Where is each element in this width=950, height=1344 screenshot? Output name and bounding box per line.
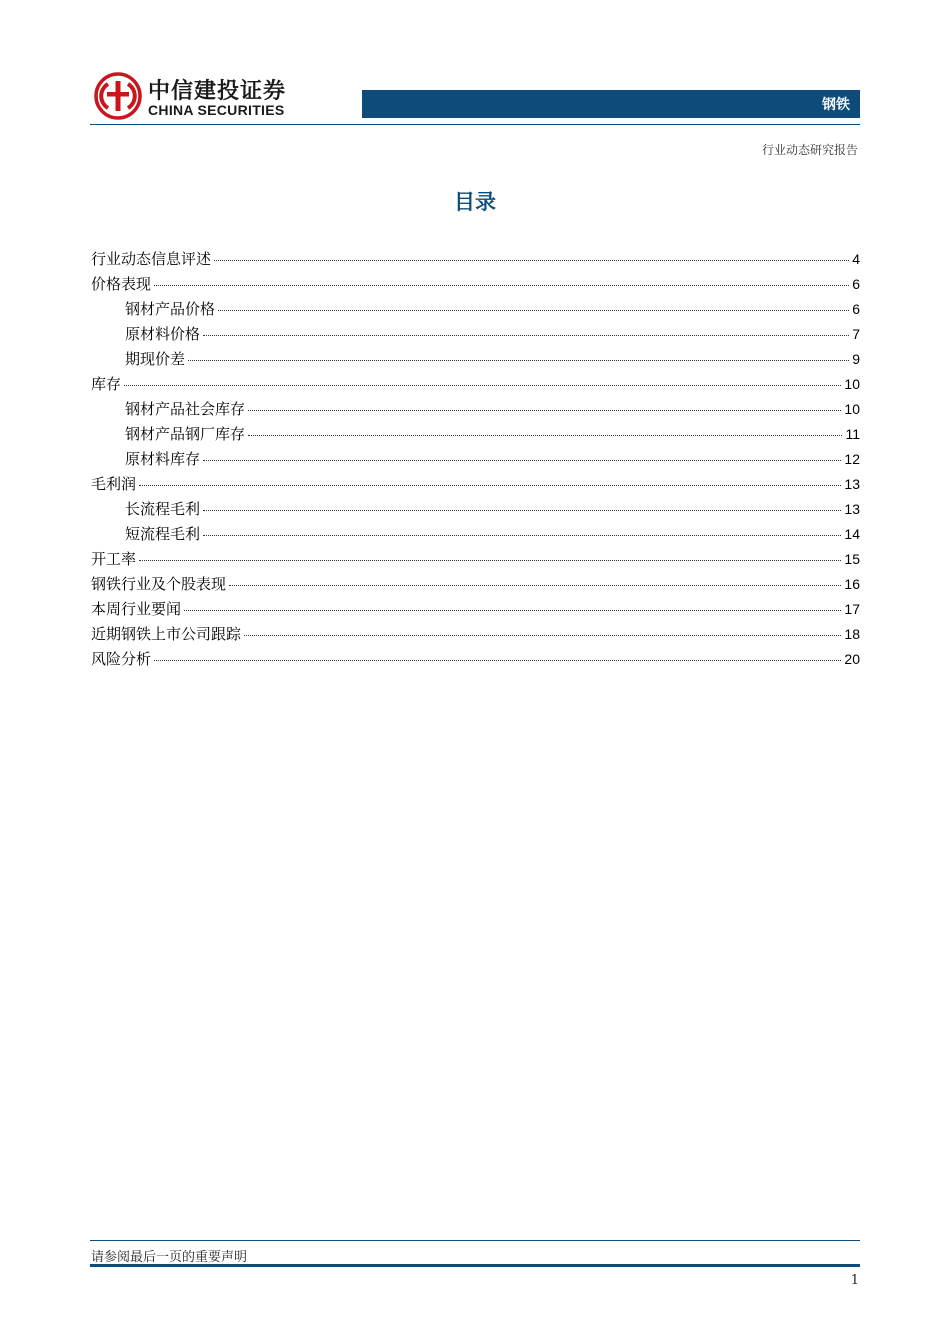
toc-entry[interactable] xyxy=(91,523,860,548)
toc-entry[interactable] xyxy=(91,648,860,673)
toc-dot-leader xyxy=(218,310,849,311)
toc-entry[interactable] xyxy=(91,248,860,273)
toc-dot-leader xyxy=(154,660,841,661)
toc-entry[interactable] xyxy=(91,473,860,498)
toc-dot-leader xyxy=(229,585,841,586)
toc-entry-label: 钢材产品价格 xyxy=(125,300,216,318)
toc-entry-label: 库存 xyxy=(91,375,122,393)
toc-entry-page: 10 xyxy=(844,401,860,417)
toc-entry-label: 行业动态信息评述 xyxy=(91,250,212,268)
toc-entry[interactable] xyxy=(91,348,860,373)
footer-disclaimer: 请参阅最后一页的重要声明 xyxy=(91,1250,248,1265)
toc-entry-label: 期现价差 xyxy=(125,350,186,368)
toc-title: 目录 xyxy=(454,190,496,214)
toc-entry-page: 11 xyxy=(845,426,860,442)
toc-dot-leader xyxy=(139,560,841,561)
toc-dot-leader xyxy=(188,360,849,361)
toc-entry-label: 近期钢铁上市公司跟踪 xyxy=(91,625,242,643)
toc-entry-page: 17 xyxy=(844,601,860,617)
toc-dot-leader xyxy=(203,335,849,336)
toc-dot-leader xyxy=(184,610,841,611)
toc-entry-label: 钢材产品钢厂库存 xyxy=(125,425,246,443)
header-sector-bar xyxy=(362,90,860,118)
toc-dot-leader xyxy=(203,460,841,461)
toc-entry[interactable] xyxy=(91,498,860,523)
header-divider xyxy=(90,124,860,125)
toc-entry-label: 短流程毛利 xyxy=(125,525,201,543)
table-of-contents xyxy=(91,248,860,673)
toc-dot-leader xyxy=(154,285,849,286)
toc-entry[interactable] xyxy=(91,298,860,323)
company-name-en: CHINA SECURITIES xyxy=(148,102,285,118)
toc-entry[interactable] xyxy=(91,423,860,448)
toc-dot-leader xyxy=(248,435,842,436)
toc-dot-leader xyxy=(203,510,841,511)
toc-entry-page: 4 xyxy=(852,251,860,267)
footer-divider-thin xyxy=(90,1240,860,1241)
toc-entry-label: 风险分析 xyxy=(91,650,152,668)
toc-dot-leader xyxy=(124,385,841,386)
toc-entry[interactable] xyxy=(91,598,860,623)
toc-entry-page: 13 xyxy=(844,476,860,492)
footer-divider-thick xyxy=(90,1264,860,1267)
toc-entry[interactable] xyxy=(91,623,860,648)
toc-entry-page: 6 xyxy=(852,301,860,317)
toc-entry-label: 价格表现 xyxy=(91,275,152,293)
page-number: 1 xyxy=(850,1273,859,1288)
toc-entry[interactable] xyxy=(91,548,860,573)
toc-dot-leader xyxy=(214,260,849,261)
toc-entry-label: 开工率 xyxy=(91,550,137,568)
toc-entry-page: 12 xyxy=(844,451,860,467)
toc-entry-label: 钢材产品社会库存 xyxy=(125,400,246,418)
toc-entry-page: 7 xyxy=(852,326,860,342)
toc-entry[interactable] xyxy=(91,398,860,423)
toc-entry-label: 原材料库存 xyxy=(125,450,201,468)
toc-entry-label: 原材料价格 xyxy=(125,325,201,343)
toc-dot-leader xyxy=(248,410,841,411)
toc-entry[interactable] xyxy=(91,373,860,398)
toc-entry-label: 毛利润 xyxy=(91,475,137,493)
toc-entry-page: 14 xyxy=(844,526,860,542)
toc-entry-page: 9 xyxy=(852,351,860,367)
company-logo xyxy=(94,70,304,126)
toc-entry-page: 6 xyxy=(852,276,860,292)
toc-entry-page: 13 xyxy=(844,501,860,517)
toc-entry-page: 20 xyxy=(844,651,860,667)
report-type: 行业动态研究报告 xyxy=(761,143,858,157)
toc-entry[interactable] xyxy=(91,573,860,598)
toc-entry-label: 钢铁行业及个股表现 xyxy=(91,575,227,593)
citic-logo-icon xyxy=(94,72,142,120)
toc-entry[interactable] xyxy=(91,273,860,298)
toc-entry-label: 长流程毛利 xyxy=(125,500,201,518)
toc-entry-label: 本周行业要闻 xyxy=(91,600,182,618)
toc-dot-leader xyxy=(203,535,841,536)
toc-entry-page: 10 xyxy=(844,376,860,392)
sector-label: 钢铁 xyxy=(822,97,850,113)
toc-dot-leader xyxy=(139,485,841,486)
toc-entry-page: 15 xyxy=(844,551,860,567)
toc-entry[interactable] xyxy=(91,448,860,473)
toc-dot-leader xyxy=(244,635,841,636)
company-name-cn: 中信建投证券 xyxy=(148,79,287,104)
toc-entry-page: 16 xyxy=(844,576,860,592)
toc-entry-page: 18 xyxy=(844,626,860,642)
toc-entry[interactable] xyxy=(91,323,860,348)
